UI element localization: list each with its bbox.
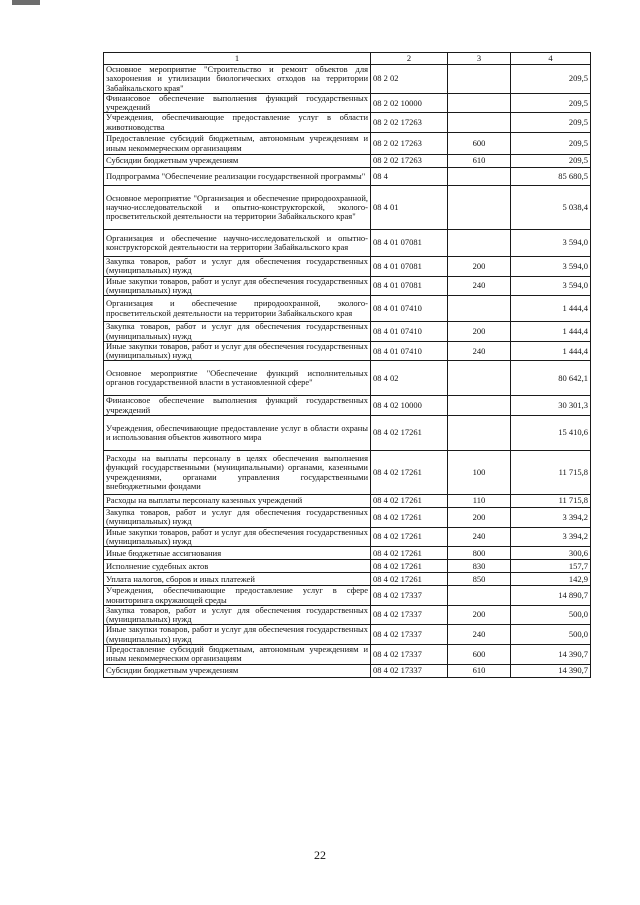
header-col-1: 1	[104, 53, 371, 65]
row-name-cell: Иные закупки товаров, работ и услуг для обеспечения государственных (муниципальных) нужд	[104, 625, 371, 645]
table-row	[104, 276, 591, 296]
row-amount-cell: 14 890,7	[511, 586, 591, 606]
header-col-3: 3	[448, 53, 511, 65]
row-name-cell: Финансовое обеспечение выполнения функций государственных учреждений	[104, 93, 371, 113]
table-row	[104, 560, 591, 573]
row-code-cell: 08 4 02 17261	[371, 527, 448, 547]
row-amount-cell: 5 038,4	[511, 186, 591, 230]
row-code-cell: 08 4 02 17261	[371, 416, 448, 451]
row-amount-cell: 11 715,8	[511, 451, 591, 495]
row-amount-cell: 11 715,8	[511, 495, 591, 508]
row-name-cell: Учреждения, обеспечивающие предоставление услуг в сфере мониторинга окружающей среды	[104, 586, 371, 606]
row-amount-cell: 209,5	[511, 155, 591, 168]
row-amount-cell: 500,0	[511, 605, 591, 625]
header-col-4: 4	[511, 53, 591, 65]
scan-corner-mark	[12, 0, 40, 5]
row-amount-cell: 80 642,1	[511, 361, 591, 396]
row-code-cell: 08 4 02 17261	[371, 508, 448, 528]
row-name-cell: Основное мероприятие "Организация и обеспечение природоохранной, научно-исследовательской и опытно-конструкторской, эколого-просветительской деятельности на территории Забайкальского края"	[104, 186, 371, 230]
row-name-cell: Закупка товаров, работ и услуг для обеспечения государственных (муниципальных) нужд	[104, 257, 371, 277]
row-code-cell: 08 4 02 17261	[371, 560, 448, 573]
row-expense-type-cell: 600	[448, 645, 511, 665]
row-code-cell: 08 4 01 07081	[371, 276, 448, 296]
row-expense-type-cell	[448, 168, 511, 186]
row-code-cell: 08 2 02	[371, 65, 448, 94]
row-amount-cell: 85 680,5	[511, 168, 591, 186]
row-expense-type-cell	[448, 230, 511, 257]
row-code-cell: 08 4 02 10000	[371, 396, 448, 416]
row-code-cell: 08 4 02 17337	[371, 625, 448, 645]
row-expense-type-cell: 830	[448, 560, 511, 573]
row-code-cell: 08 4 02 17261	[371, 451, 448, 495]
row-amount-cell: 142,9	[511, 573, 591, 586]
row-code-cell: 08 4 02 17261	[371, 495, 448, 508]
row-expense-type-cell: 610	[448, 664, 511, 677]
row-name-cell: Субсидии бюджетным учреждениям	[104, 664, 371, 677]
row-expense-type-cell: 240	[448, 527, 511, 547]
row-code-cell: 08 4 01	[371, 186, 448, 230]
row-amount-cell: 209,5	[511, 65, 591, 94]
table-row	[104, 508, 591, 528]
table-row	[104, 625, 591, 645]
row-code-cell: 08 4 02	[371, 361, 448, 396]
row-code-cell: 08 4 01 07081	[371, 257, 448, 277]
row-expense-type-cell: 850	[448, 573, 511, 586]
row-name-cell: Иные бюджетные ассигнования	[104, 547, 371, 560]
row-expense-type-cell	[448, 396, 511, 416]
table-row	[104, 133, 591, 155]
row-code-cell: 08 4 01 07410	[371, 322, 448, 342]
row-amount-cell: 3 594,0	[511, 230, 591, 257]
row-expense-type-cell: 200	[448, 322, 511, 342]
table-row	[104, 495, 591, 508]
row-name-cell: Организация и обеспечение природоохранной, эколого-просветительской деятельности на территории Забайкальского края	[104, 296, 371, 322]
row-amount-cell: 209,5	[511, 93, 591, 113]
table-row	[104, 605, 591, 625]
row-expense-type-cell: 110	[448, 495, 511, 508]
row-name-cell: Иные закупки товаров, работ и услуг для обеспечения государственных (муниципальных) нужд	[104, 341, 371, 361]
row-code-cell: 08 4 01 07410	[371, 296, 448, 322]
row-code-cell: 08 4 02 17337	[371, 645, 448, 665]
table-row	[104, 65, 591, 94]
row-expense-type-cell	[448, 586, 511, 606]
row-amount-cell: 15 410,6	[511, 416, 591, 451]
row-amount-cell: 1 444,4	[511, 341, 591, 361]
row-code-cell: 08 4 02 17337	[371, 605, 448, 625]
row-expense-type-cell: 200	[448, 508, 511, 528]
row-expense-type-cell: 610	[448, 155, 511, 168]
row-name-cell: Закупка товаров, работ и услуг для обеспечения государственных (муниципальных) нужд	[104, 508, 371, 528]
row-expense-type-cell: 100	[448, 451, 511, 495]
row-code-cell: 08 2 02 10000	[371, 93, 448, 113]
table-row	[104, 113, 591, 133]
row-name-cell: Уплата налогов, сборов и иных платежей	[104, 573, 371, 586]
row-code-cell: 08 4	[371, 168, 448, 186]
header-col-2: 2	[371, 53, 448, 65]
row-name-cell: Основное мероприятие "Строительство и ремонт объектов для захоронения и утилизации биологических отходов на территории Забайкальского края"	[104, 65, 371, 94]
row-expense-type-cell: 200	[448, 605, 511, 625]
row-expense-type-cell	[448, 186, 511, 230]
row-name-cell: Подпрограмма "Обеспечение реализации государственной программы"	[104, 168, 371, 186]
row-name-cell: Учреждения, обеспечивающие предоставление услуг в области охраны и использования объектов животного мира	[104, 416, 371, 451]
row-expense-type-cell: 200	[448, 257, 511, 277]
row-name-cell: Финансовое обеспечение выполнения функций государственных учреждений	[104, 396, 371, 416]
row-name-cell: Иные закупки товаров, работ и услуг для обеспечения государственных (муниципальных) нужд	[104, 527, 371, 547]
row-amount-cell: 3 394,2	[511, 527, 591, 547]
table-row	[104, 645, 591, 665]
row-amount-cell: 14 390,7	[511, 664, 591, 677]
row-expense-type-cell	[448, 93, 511, 113]
row-name-cell: Предоставление субсидий бюджетным, автономным учреждениям и иным некоммерческим организациям	[104, 645, 371, 665]
table-row	[104, 396, 591, 416]
row-expense-type-cell: 600	[448, 133, 511, 155]
table-row	[104, 527, 591, 547]
row-name-cell: Субсидии бюджетным учреждениям	[104, 155, 371, 168]
budget-table	[103, 52, 591, 678]
table-row	[104, 416, 591, 451]
row-amount-cell: 3 594,0	[511, 257, 591, 277]
row-name-cell: Расходы на выплаты персоналу казенных учреждений	[104, 495, 371, 508]
row-name-cell: Предоставление субсидий бюджетным, автономным учреждениям и иным некоммерческим организациям	[104, 133, 371, 155]
row-code-cell: 08 2 02 17263	[371, 155, 448, 168]
row-expense-type-cell: 240	[448, 625, 511, 645]
row-amount-cell: 3 594,0	[511, 276, 591, 296]
row-amount-cell: 300,6	[511, 547, 591, 560]
row-expense-type-cell	[448, 113, 511, 133]
row-name-cell: Закупка товаров, работ и услуг для обеспечения государственных (муниципальных) нужд	[104, 605, 371, 625]
table-row	[104, 155, 591, 168]
row-expense-type-cell	[448, 296, 511, 322]
row-expense-type-cell	[448, 361, 511, 396]
row-expense-type-cell	[448, 416, 511, 451]
row-code-cell: 08 4 01 07410	[371, 341, 448, 361]
table-row	[104, 93, 591, 113]
row-name-cell: Учреждения, обеспечивающие предоставление услуг в области животноводства	[104, 113, 371, 133]
table-header-row	[104, 53, 591, 65]
row-code-cell: 08 4 02 17261	[371, 547, 448, 560]
table-row	[104, 257, 591, 277]
row-name-cell: Иные закупки товаров, работ и услуг для обеспечения государственных (муниципальных) нужд	[104, 276, 371, 296]
row-amount-cell: 14 390,7	[511, 645, 591, 665]
table-row	[104, 341, 591, 361]
row-code-cell: 08 4 01 07081	[371, 230, 448, 257]
row-code-cell: 08 4 02 17261	[371, 573, 448, 586]
row-amount-cell: 500,0	[511, 625, 591, 645]
row-code-cell: 08 2 02 17263	[371, 113, 448, 133]
table-body	[104, 65, 591, 678]
row-expense-type-cell: 240	[448, 276, 511, 296]
table-row	[104, 451, 591, 495]
table-row	[104, 230, 591, 257]
row-amount-cell: 209,5	[511, 133, 591, 155]
table-row	[104, 322, 591, 342]
row-expense-type-cell: 800	[448, 547, 511, 560]
row-name-cell: Исполнение судебных актов	[104, 560, 371, 573]
row-amount-cell: 30 301,3	[511, 396, 591, 416]
row-code-cell: 08 4 02 17337	[371, 586, 448, 606]
page-number: 22	[314, 848, 326, 862]
table-row	[104, 296, 591, 322]
row-name-cell: Закупка товаров, работ и услуг для обеспечения государственных (муниципальных) нужд	[104, 322, 371, 342]
table-row	[104, 586, 591, 606]
table-row	[104, 573, 591, 586]
table-row	[104, 547, 591, 560]
row-amount-cell: 1 444,4	[511, 322, 591, 342]
row-name-cell: Основное мероприятие "Обеспечение функций исполнительных органов государственной власти в установленной сфере"	[104, 361, 371, 396]
table-row	[104, 186, 591, 230]
row-amount-cell: 1 444,4	[511, 296, 591, 322]
row-amount-cell: 3 394,2	[511, 508, 591, 528]
row-expense-type-cell	[448, 65, 511, 94]
row-amount-cell: 209,5	[511, 113, 591, 133]
table-row	[104, 664, 591, 677]
row-amount-cell: 157,7	[511, 560, 591, 573]
table-row	[104, 361, 591, 396]
row-name-cell: Организация и обеспечение научно-исследовательской и опытно-конструкторской деятельности на территории Забайкальского края	[104, 230, 371, 257]
row-code-cell: 08 4 02 17337	[371, 664, 448, 677]
row-expense-type-cell: 240	[448, 341, 511, 361]
row-name-cell: Расходы на выплаты персоналу в целях обеспечения выполнения функций государственными (муниципальными) органами, казенными учреждениями, органами управления государственными внебюджетными фондами	[104, 451, 371, 495]
row-code-cell: 08 2 02 17263	[371, 133, 448, 155]
table-row	[104, 168, 591, 186]
